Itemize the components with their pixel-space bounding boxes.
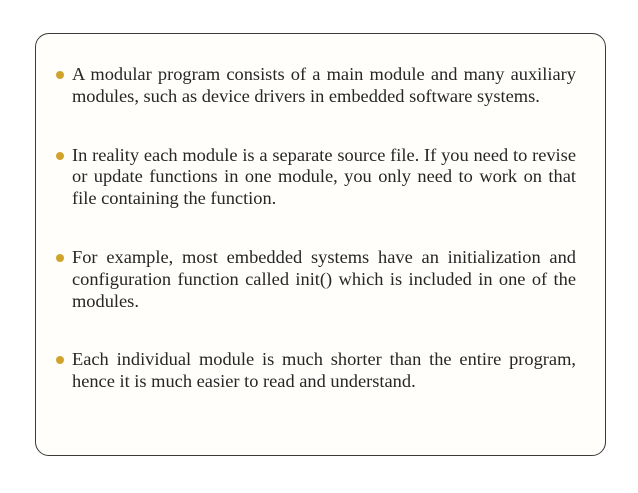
bullet-dot-icon: [56, 152, 64, 160]
bullet-text: A modular program consists of a main module and many auxiliary modules, such as device drivers in embedded software systems.: [72, 64, 576, 106]
bullet-text: For example, most embedded systems have an initialization and configuration function called init() which is included in one of the modules.: [72, 246, 576, 311]
bullet-dot-icon: [56, 356, 64, 364]
bullet-item: [52, 145, 576, 210]
bullet-text: Each individual module is much shorter than the entire program, hence it is much easier to read and understand.: [72, 349, 576, 392]
bullet-dot-icon: [56, 254, 64, 262]
bullet-dot-icon: [56, 71, 64, 79]
bullet-item: [52, 247, 576, 312]
bullet-item: [52, 349, 576, 393]
bullet-text: In reality each module is a separate source file. If you need to revise or update functions in one module, you only need to work on that file containing the function.: [72, 144, 576, 209]
bullet-item: [52, 64, 576, 108]
bullet-list: [52, 64, 576, 430]
